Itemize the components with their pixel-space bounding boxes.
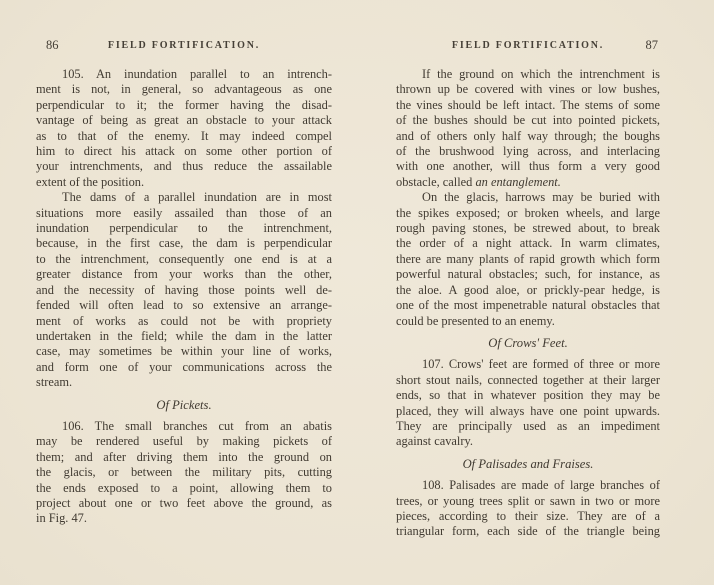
page-header-left <box>36 36 332 56</box>
text-line: in Fig. 47. <box>36 511 87 526</box>
section-heading: Of Pickets. <box>156 397 212 412</box>
text-line: inundation perpendicular to the intrenchment, <box>36 221 332 236</box>
paragraph <box>396 190 660 329</box>
paragraph <box>396 478 660 540</box>
text-line: one of the most impenetrable natural obstacles that <box>396 298 660 313</box>
text-line: them; and after driving them into the ground on <box>36 449 332 464</box>
text-line: because, in the first case, the dam is perpendicular <box>36 236 332 251</box>
text-line: 106. The small branches cut from an abatis <box>62 418 332 433</box>
text-line: ment is not, in general, so advantageous as one <box>36 82 332 97</box>
paragraph <box>396 67 660 190</box>
text-line: 107. Crows' feet are formed of three or more <box>422 357 660 372</box>
text-line: pieces, according to their size. They are of a <box>396 508 660 523</box>
text-line: and the necessity of having those points well de- <box>36 282 332 297</box>
text-line: may be rendered useful by making pickets of <box>36 434 332 449</box>
page-body-left <box>36 67 332 527</box>
running-title-left: FIELD FORTIFICATION. <box>107 40 261 51</box>
text-line: situations more easily assailed than those of an <box>36 205 332 220</box>
text-line: The dams of a parallel inundation are in most <box>62 190 332 205</box>
running-title-right: FIELD FORTIFICATION. <box>451 40 605 51</box>
text-line: If the ground on which the intrenchment is <box>422 67 660 81</box>
text-line: ends, so that in whatever position they may be <box>396 388 660 403</box>
text-line: with one another, will thus form a very good <box>396 159 660 174</box>
text-line: as to that of the enemy. It may indeed compel <box>36 128 332 143</box>
text-line: and of others only half way through; the boughs <box>396 128 660 143</box>
text-line: of the brushwood lying across, and interlacing <box>396 144 660 159</box>
text-line: the spikes exposed; or broken wheels, and large <box>396 205 660 220</box>
text-line: greater distance from your works than the other, <box>36 267 332 282</box>
text-line: 108. Palisades are made of large branches of <box>422 478 660 493</box>
text-line: They are principally used as an impediment <box>396 418 660 433</box>
page-header-right <box>396 36 660 56</box>
text-line: 105. An inundation parallel to an intrench- <box>62 67 332 81</box>
section-heading: Of Palisades and Fraises. <box>462 456 594 471</box>
section-heading: Of Crows' Feet. <box>488 335 568 350</box>
text-line: the glacis, or between the military pits, cutting <box>36 465 332 480</box>
page-left <box>36 36 332 527</box>
paragraph <box>36 67 332 190</box>
text-line: could be presented to an enemy. <box>396 313 555 328</box>
text-line: case, may sometimes be within your line of works, <box>36 344 332 359</box>
text-line: fended will often lead to so extensive an arrange- <box>36 298 332 313</box>
italic-text: an entanglement. <box>475 174 561 189</box>
text-line: the aloe. A good aloe, or prickly-pear hedge, is <box>396 282 660 297</box>
text-line: thrown up be covered with vines or low bushes, <box>396 82 660 97</box>
text-line: stream. <box>36 375 73 390</box>
text-line: powerful natural obstacles; such, for instance, as <box>396 267 660 282</box>
text-line: extent of the position. <box>36 174 145 189</box>
paragraph <box>36 419 332 527</box>
paragraph <box>396 357 660 449</box>
text-line: your intrenchments, and thus reduce the assailable <box>36 159 332 174</box>
page-number-left: 86 <box>46 38 59 52</box>
text-line: triangular form, each side of the triangle being <box>396 524 660 539</box>
text-line: there are many plants of rapid growth which form <box>396 251 660 266</box>
text-line: to the intrenchment, consequently one end is at a <box>36 251 332 266</box>
text-line: him to direct his attack on some other portion of <box>36 144 332 159</box>
text-line: of the bushes should be cut into pointed pickets, <box>396 113 660 128</box>
text-line: against cavalry. <box>396 434 473 449</box>
text-line: vantage of being as great an obstacle to your attack <box>36 113 332 128</box>
text-line: trees, or young trees split or sawn in two or more <box>396 493 660 508</box>
paragraph <box>36 190 332 390</box>
text-line: ment of works as could not be with propriety <box>36 313 332 328</box>
text-line: perpendicular to it; the former having the disad- <box>36 97 332 112</box>
text-line: obstacle, called an entanglement. <box>396 174 561 189</box>
text-line: and form one of your communications across the <box>36 359 332 374</box>
text-line: rough paving stones, be strewed about, to break <box>396 221 660 236</box>
text-line: short stout nails, connected together at their larger <box>396 372 660 387</box>
text-line: placed, they will always have one point upwards. <box>396 403 660 418</box>
text-line: undertaken in the field; while the dam in the latter <box>36 328 332 343</box>
page-right <box>396 36 660 540</box>
text-line: the ends exposed to a point, allowing them to <box>36 480 332 495</box>
text-line: the order of a night attack. In warm climates, <box>396 236 660 251</box>
text-line: project about one or two feet above the ground, as <box>36 495 332 510</box>
text-line: On the glacis, harrows may be buried with <box>422 190 660 205</box>
text-line: the vines should be left intact. The stems of some <box>396 97 660 112</box>
page-number-right: 87 <box>645 38 658 52</box>
page-body-right <box>396 67 660 540</box>
